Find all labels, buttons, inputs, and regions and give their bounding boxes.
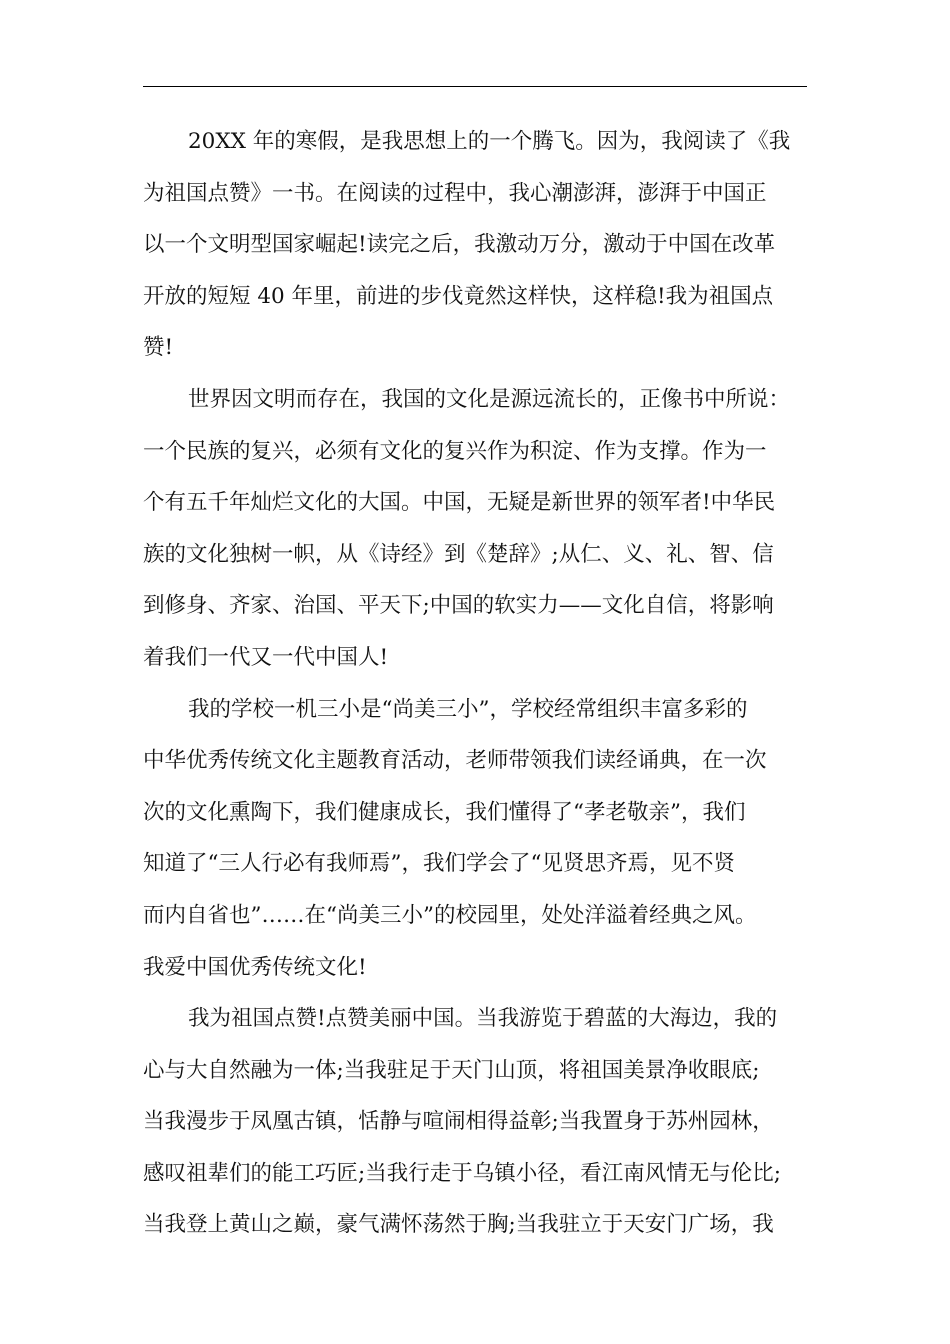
paragraph-3-line-6: 我爱中国优秀传统文化! xyxy=(143,954,367,980)
paragraph-4-line-1: 我为祖国点赞!点赞美丽中国。当我游览于碧蓝的大海边，我的 xyxy=(188,1006,778,1032)
paragraph-4-line-4: 感叹祖辈们的能工巧匠;当我行走于乌镇小径，看江南风情无与伦比; xyxy=(143,1160,781,1186)
paragraph-1-line-5: 赞! xyxy=(143,335,174,361)
paragraph-3-line-1: 我的学校一机三小是“尚美三小”，学校经常组织丰富多彩的 xyxy=(188,696,748,722)
paragraph-4-line-3: 当我漫步于凤凰古镇，恬静与喧闹相得益彰;当我置身于苏州园林， xyxy=(143,1109,774,1135)
document-body xyxy=(143,116,807,1251)
paragraph-4-line-2: 心与大自然融为一体;当我驻足于天门山顶，将祖国美景净收眼底; xyxy=(143,1057,760,1083)
paragraph-3-line-2: 中华优秀传统文化主题教育活动，老师带领我们读经诵典，在一次 xyxy=(143,748,767,774)
paragraph-3-line-4: 知道了“三人行必有我师焉”，我们学会了“见贤思齐焉，见不贤 xyxy=(143,851,735,877)
paragraph-2-line-6: 着我们一代又一代中国人! xyxy=(143,644,389,670)
paragraph-3-line-3: 次的文化熏陶下，我们健康成长，我们懂得了“孝老敬亲”，我们 xyxy=(143,799,746,825)
paragraph-1-line-3: 以一个文明型国家崛起!读完之后，我激动万分，激动于中国在改革 xyxy=(143,232,776,258)
paragraph-1-line-1: 20XX 年的寒假，是我思想上的一个腾飞。因为，我阅读了《我 xyxy=(188,129,791,154)
paragraph-4-line-5: 当我登上黄山之巅，豪气满怀荡然于胸;当我驻立于天安门广场，我 xyxy=(143,1212,774,1238)
paragraph-2-line-2: 一个民族的复兴，必须有文化的复兴作为积淀、作为支撑。作为一 xyxy=(143,438,767,464)
paragraph-2-line-1: 世界因文明而存在，我国的文化是源远流长的，正像书中所说： xyxy=(188,386,791,412)
paragraph-2-line-3: 个有五千年灿烂文化的大国。中国，无疑是新世界的领军者!中华民 xyxy=(143,490,776,516)
paragraph-2-line-4: 族的文化独树一帜，从《诗经》到《楚辞》;从仁、义、礼、智、信 xyxy=(143,541,774,567)
paragraph-1-line-2: 为祖国点赞》一书。在阅读的过程中，我心潮澎湃，澎湃于中国正 xyxy=(143,180,767,206)
paragraph-2-line-5: 到修身、齐家、治国、平天下;中国的软实力——文化自信，将影响 xyxy=(143,593,774,619)
paragraph-3-line-5: 而内自省也”……在“尚美三小”的校园里，处处洋溢着经典之风。 xyxy=(143,902,757,928)
header-rule xyxy=(143,86,807,87)
paragraph-1-line-4: 开放的短短 40 年里，前进的步伐竟然这样快，这样稳!我为祖国点 xyxy=(143,283,774,309)
